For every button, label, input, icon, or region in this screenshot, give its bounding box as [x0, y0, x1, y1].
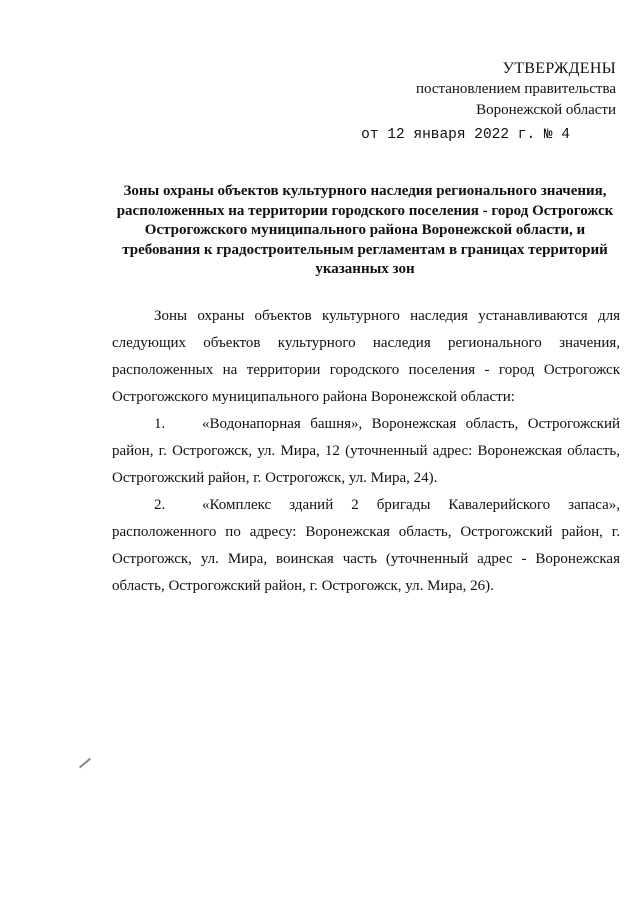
approval-line-1: постановлением правительства: [415, 81, 616, 97]
intro-paragraph: Зоны охраны объектов культурного наследия устанавливаются для следующих объектов культурного наследия регионального значения, расположенных на территории городского поселения - город Острогожск Острогожского муниципального района Воронежской области:: [112, 308, 620, 405]
pen-mark: [79, 758, 91, 769]
approval-date: от 12 января 2022 г. № 4: [361, 127, 570, 143]
approval-line-2: Воронежской области: [476, 102, 616, 118]
list-item-number: 2.: [154, 497, 166, 513]
approval-block: [361, 58, 616, 146]
list-item-text: «Комплекс зданий 2 бригады Кавалерийского запаса», расположенного по адресу: Воронежская область, Острогожский район, г. Острогожск, ул. Мира, воинская часть (уточненный адрес - Воронежская область, Острогожский район, г. Острогожск, ул. Мира, 26).: [112, 497, 620, 594]
list-item: [112, 492, 620, 600]
document-body: [112, 303, 620, 600]
list-item-number: 1.: [154, 416, 166, 432]
approval-heading: УТВЕРЖДЕНЫ: [502, 60, 616, 77]
document-title: Зоны охраны объектов культурного наследия регионального значения, расположенных на территории городского поселения - город Острогожск Острогожского муниципального района Воронежской области, и требования к градостроительным регламентам в границах территорий указанных зон: [116, 183, 614, 277]
list-item: [112, 411, 620, 492]
list-item-text: «Водонапорная башня», Воронежская область, Острогожский район, г. Острогожск, ул. Мира, 12 (уточненный адрес: Воронежская область, Острогожский район, г. Острогожск, ул. Мира, 24).: [112, 416, 620, 486]
